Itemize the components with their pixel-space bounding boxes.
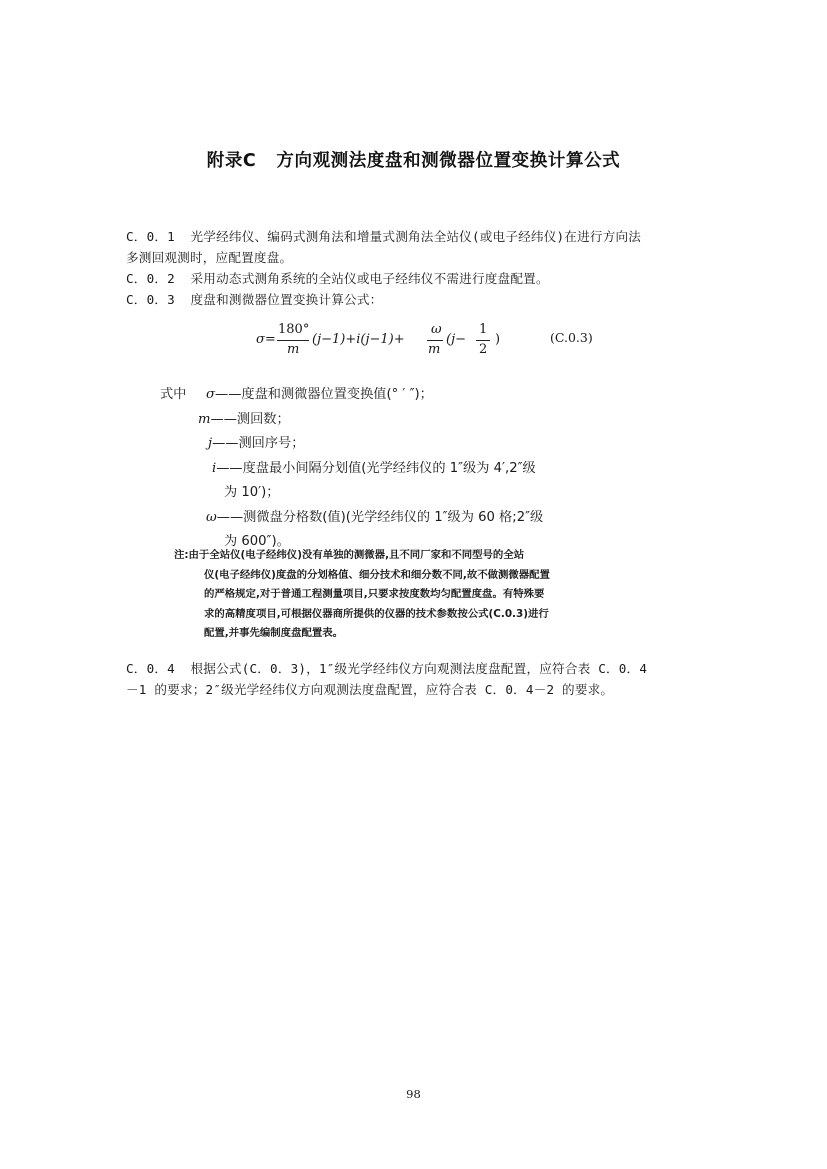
note-line: 配置,并事先编制度盘配置表。 [204,627,344,640]
frac1-denominator: m [287,342,300,357]
clause-text: 根据公式(C．0．3)，1″级光学经纬仪方向观测法度盘配置，应符合表 C．0．4 [190,661,648,676]
clause-line [126,658,706,679]
frac2-bar [427,340,443,341]
frac2-denominator: m [428,342,441,357]
frac3-bar [476,340,490,341]
clause-c-0-2 [126,268,706,289]
definition-m [198,408,290,433]
definition-text: ——测回数； [210,411,290,427]
clause-number: C．0．2 [126,271,175,286]
definition-symbol: ω [206,509,217,525]
clause-line [126,226,706,247]
clause-number: C．0．3 [126,292,175,307]
note-line: 仪(电子经纬仪)度盘的分划格值、细分技术和细分数不同,故不做测微器配置 [204,568,550,581]
note-line: 求的高精度项目,可根据仪器商所提供的仪器的技术参数按公式(C.0.3)进行 [204,607,549,620]
frac1-bar [277,340,309,341]
note-line: 注:由于全站仪(电子经纬仪)没有单独的测微器,且不同厂家和不同型号的全站 [174,549,525,561]
clause-text: 度盘和测微器位置变换计算公式： [190,292,383,307]
clause-line [126,289,706,310]
note-line: 的严格规定,对于普通工程测量项目,只要求按度数均匀配置度盘。有特殊要 [204,588,545,601]
clause-number: C．0．4 [126,661,175,676]
appendix-label: 附录C [206,151,257,171]
clause-c-0-3 [126,289,706,310]
frac3-numerator: 1 [479,322,488,337]
definition-text: ——度盘和测微器位置变换值(° ′ ″)； [215,387,433,402]
definition-text: ——测回序号； [212,436,305,451]
clause-c-0-4 [126,658,706,700]
definitions-intro: 式中 [160,387,187,402]
page-number: 98 [406,1087,421,1101]
definition-i [212,457,536,482]
clause-number: C．0．1 [126,229,175,244]
formula-lhs: σ= [256,332,276,347]
definition-omega [206,506,543,531]
definition-symbol: i [212,460,217,476]
clause-text: 光学经纬仪、编码式测角法和增量式测角法全站仪(或电子经纬仪)在进行方向法 [190,229,642,244]
formula-term2-close: ) [495,332,501,347]
definition-j [208,432,304,457]
definition-symbol: m [198,411,211,427]
clause-text: 采用动态式测角系统的全站仪或电子经纬仪不需进行度盘配置。 [190,271,549,286]
clause-line: 多测回观测时，应配置度盘。 [126,250,293,265]
clause-line: －1 的要求；2″级光学经纬仪方向观测法度盘配置，应符合表 C．0．4－2 的要求。 [126,682,614,697]
definition-omega-continued: 为 600″)。 [224,534,290,549]
formula-label: (C.0.3) [550,330,593,345]
formula-c-0-3 [256,320,616,360]
frac1-numerator: 180° [278,322,310,337]
frac3-denominator: 2 [479,342,488,357]
formula-term2-open: (j− [446,332,466,347]
definition-i-continued: 为 10′)； [224,485,280,500]
formula-term1: (j−1)+i(j−1)+ [312,332,405,347]
frac2-numerator: ω [431,322,442,337]
definition-text: ——测微盘分格数(值)(光学经纬仪的 1″级为 60 格;2″级 [216,509,544,525]
definition-text: ——度盘最小间隔分划值(光学经纬仪的 1″级为 4′,2″级 [216,460,536,476]
definition-sigma [206,383,433,408]
page-title [0,147,827,172]
appendix-title-text: 方向观测法度盘和测微器位置变换计算公式 [276,151,621,171]
definition-symbol: σ [206,387,216,402]
definition-symbol: j [208,436,213,451]
clause-c-0-1 [126,226,706,268]
clause-line [126,268,706,289]
